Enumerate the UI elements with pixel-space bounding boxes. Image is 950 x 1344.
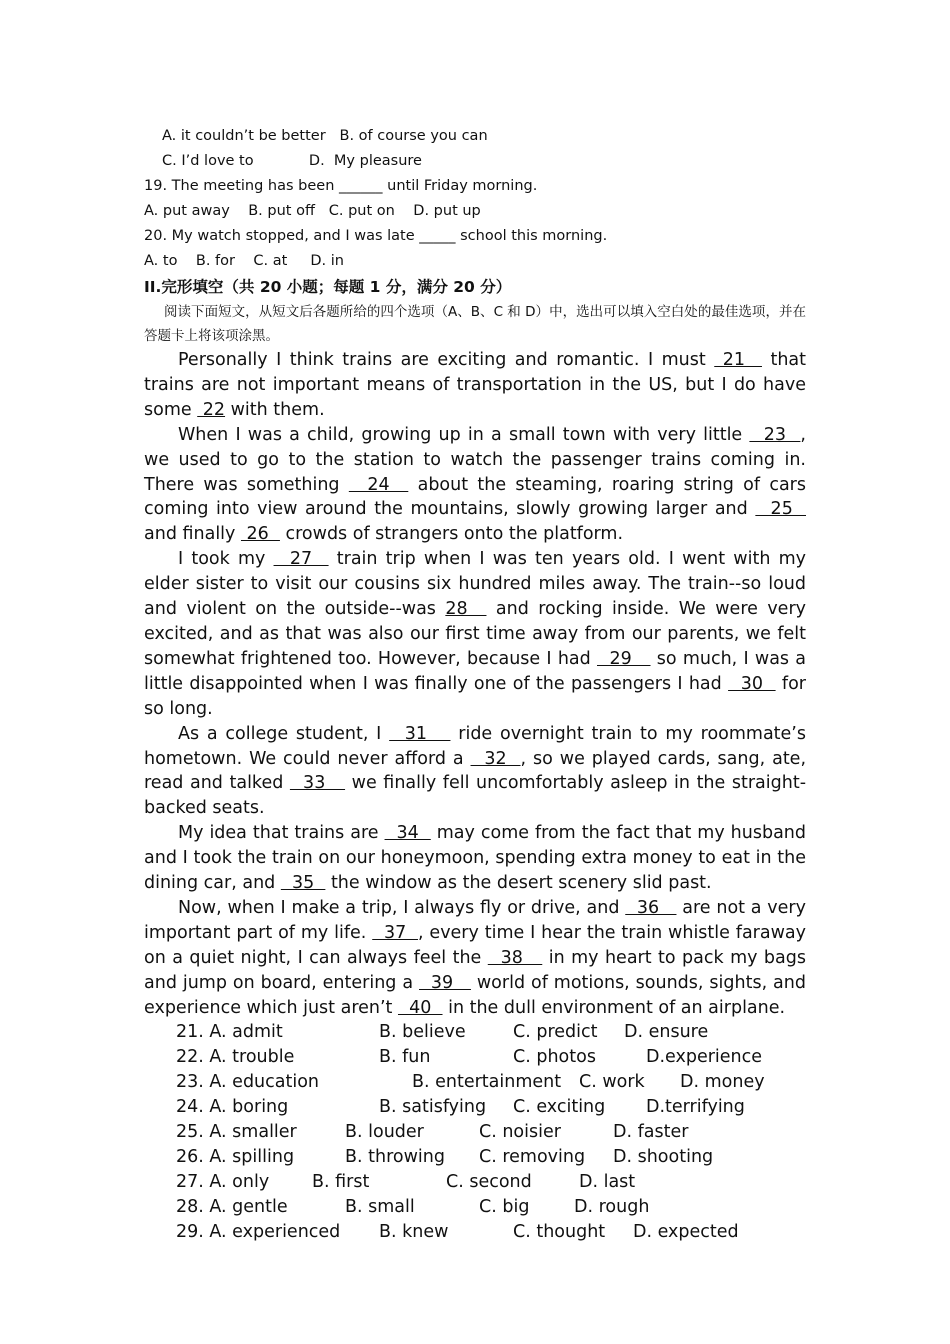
question-option: B. first: [312, 1171, 370, 1192]
option-row: [144, 1095, 806, 1120]
question-option: D. shooting: [613, 1146, 714, 1167]
passage-text: may come from the fact that my husband and I took the train on our honeymoon, spending extra money to eat in the dining car, and: [144, 823, 807, 894]
passage-text: crowds of strangers onto the platform.: [279, 524, 624, 545]
option-row: [144, 1020, 806, 1045]
answer-blank: 29: [597, 648, 651, 669]
option-row: [144, 1220, 806, 1245]
passage-paragraph: [144, 722, 806, 822]
passage-paragraph: [144, 423, 806, 548]
option-row: [144, 1145, 806, 1170]
answer-blank: 34: [384, 823, 431, 844]
answer-blank: 39: [419, 972, 471, 993]
question-option: C. noisier: [479, 1122, 561, 1143]
question-option: C. removing: [479, 1146, 586, 1167]
question-option-a: 21. A. admit: [176, 1022, 283, 1043]
passage-text: so much, I was a little disappointed when I was finally one of the passengers I had: [144, 648, 807, 694]
passage-text: that trains are not important means of transportation in the US, but I do have some: [144, 350, 806, 420]
section-title: II.完形填空（共 20 小题；每题 1 分，满分 20 分）: [144, 278, 512, 296]
question-option: C. work: [579, 1072, 645, 1093]
answer-blank: 21: [714, 350, 762, 370]
passage-text: ride overnight train to my roommate’s hometown. We could never afford a: [144, 723, 806, 769]
question-option: B. satisfying: [379, 1097, 487, 1118]
answer-blank: 35: [280, 873, 326, 894]
passage-text: for so long.: [144, 673, 806, 719]
passage-text: When I was a child, growing up in a small town with very little: [178, 424, 750, 445]
passage-text: in my heart to pack my bags and jump on board, entering a: [144, 947, 806, 993]
q18-options-line-2: C. I’d love to D. My pleasure: [162, 153, 422, 169]
question-option: C. exciting: [513, 1097, 606, 1118]
question-option: D. last: [579, 1171, 636, 1192]
question-option: C. photos: [513, 1047, 596, 1068]
question-option: B. knew: [379, 1221, 449, 1242]
q18-options-line-1: A. it couldn’t be better B. of course you can: [162, 128, 488, 144]
question-option-a: 28. A. gentle: [176, 1196, 288, 1217]
question-option: B. louder: [345, 1122, 424, 1143]
answer-blank: 23: [749, 424, 801, 445]
q20-stem: 20. My watch stopped, and I was late _____ school this morning.: [144, 228, 608, 244]
question-option: B. throwing: [345, 1146, 445, 1167]
answer-blank: 40: [397, 997, 443, 1018]
passage-text: , every time I hear the train whistle faraway on a quiet night, I can always feel the: [144, 922, 806, 968]
question-option: D. rough: [574, 1196, 650, 1217]
passage-text: , so we played cards, sang, ate, read and talked: [144, 748, 807, 794]
passage-text: and finally: [144, 524, 241, 545]
passage-text: with them.: [225, 399, 325, 420]
option-row: [144, 1120, 806, 1145]
question-option-a: 25. A. smaller: [176, 1122, 297, 1143]
question-option: B. entertainment: [412, 1072, 562, 1093]
answer-blank: 26: [240, 524, 280, 545]
passage-text: and rocking inside. We were very excited, and as that was also our first time away from our parents, we felt somewhat frightened too. However, because I had: [144, 599, 806, 669]
answer-blank: 31: [389, 723, 451, 744]
passage-paragraph: [144, 348, 806, 423]
q19-stem: 19. The meeting has been ______ until Friday morning.: [144, 178, 538, 194]
question-option-a: 26. A. spilling: [176, 1146, 295, 1167]
cloze-passage: [144, 348, 806, 1020]
question-option-a: 22. A. trouble: [176, 1047, 295, 1068]
answer-blank: 37: [372, 922, 418, 943]
question-option: C. thought: [513, 1221, 606, 1242]
question-option: D. money: [680, 1072, 765, 1093]
passage-text: the window as the desert scenery slid past.: [325, 873, 712, 894]
option-row: [144, 1170, 806, 1195]
answer-blank: 32: [470, 748, 521, 769]
passage-text: train trip when I was ten years old. I went with my elder sister to visit our cousins six hundred miles away. The train--so loud and violent on the outside--was: [144, 549, 807, 620]
answer-blank: 25: [755, 499, 806, 520]
question-option: D.terrifying: [646, 1097, 745, 1118]
cloze-options: [144, 1020, 806, 1244]
passage-text: My idea that trains are: [178, 823, 385, 844]
answer-blank: 28: [445, 599, 487, 620]
passage-text: , we used to go to the station to watch the passenger trains coming in. There was something: [144, 424, 806, 495]
answer-blank: 33: [289, 773, 346, 794]
passage-paragraph: [144, 547, 806, 721]
question-option: B. fun: [379, 1047, 431, 1068]
q19-options: A. put away B. put off C. put on D. put up: [144, 203, 481, 219]
question-option-a: 27. A. only: [176, 1171, 270, 1192]
question-option: C. second: [446, 1171, 532, 1192]
answer-blank: 30: [728, 673, 776, 694]
answer-blank: 36: [625, 897, 677, 918]
passage-text: about the steaming, roaring string of cars coming into view around the mountains, slowly growing larger and: [144, 474, 806, 520]
question-option: C. big: [479, 1196, 530, 1217]
question-option: D.experience: [646, 1047, 763, 1068]
passage-text: are not a very important part of my life.: [144, 897, 806, 943]
passage-text: Personally I think trains are exciting and romantic. I must: [178, 350, 715, 370]
passage-paragraph: [144, 821, 806, 896]
passage-text: world of motions, sounds, sights, and experience which just aren’t: [144, 972, 806, 1018]
question-option-a: 29. A. experienced: [176, 1221, 341, 1242]
question-option: D. ensure: [624, 1022, 709, 1043]
passage-text: As a college student, I: [178, 723, 390, 744]
answer-blank: 22: [197, 399, 226, 420]
passage-text: I took my: [178, 549, 274, 570]
exam-page: [144, 124, 806, 1244]
option-row: [144, 1195, 806, 1220]
answer-blank: 27: [273, 549, 329, 570]
option-row: [144, 1070, 806, 1095]
option-row: [144, 1045, 806, 1070]
q20-options: A. to B. for C. at D. in: [144, 253, 344, 269]
question-option: D. faster: [613, 1122, 689, 1143]
section-instruction: 阅读下面短文，从短文后各题所给的四个选项（A、B、C 和 D）中，选出可以填入空白处的最佳选项，并在答题卡上将该项涂黑。: [144, 304, 806, 344]
passage-text: Now, when I make a trip, I always fly or drive, and: [178, 897, 626, 918]
previous-questions: [144, 124, 806, 274]
question-option: C. predict: [513, 1022, 598, 1043]
passage-paragraph: [144, 896, 806, 1021]
passage-text: we finally fell uncomfortably asleep in the straight-backed seats.: [144, 773, 807, 819]
question-option-a: 24. A. boring: [176, 1097, 289, 1118]
passage-text: in the dull environment of an airplane.: [442, 997, 786, 1018]
question-option: B. believe: [379, 1022, 466, 1043]
answer-blank: 38: [487, 947, 543, 968]
answer-blank: 24: [348, 474, 409, 495]
question-option: D. expected: [633, 1221, 739, 1242]
question-option: B. small: [345, 1196, 415, 1217]
question-option-a: 23. A. education: [176, 1072, 320, 1093]
